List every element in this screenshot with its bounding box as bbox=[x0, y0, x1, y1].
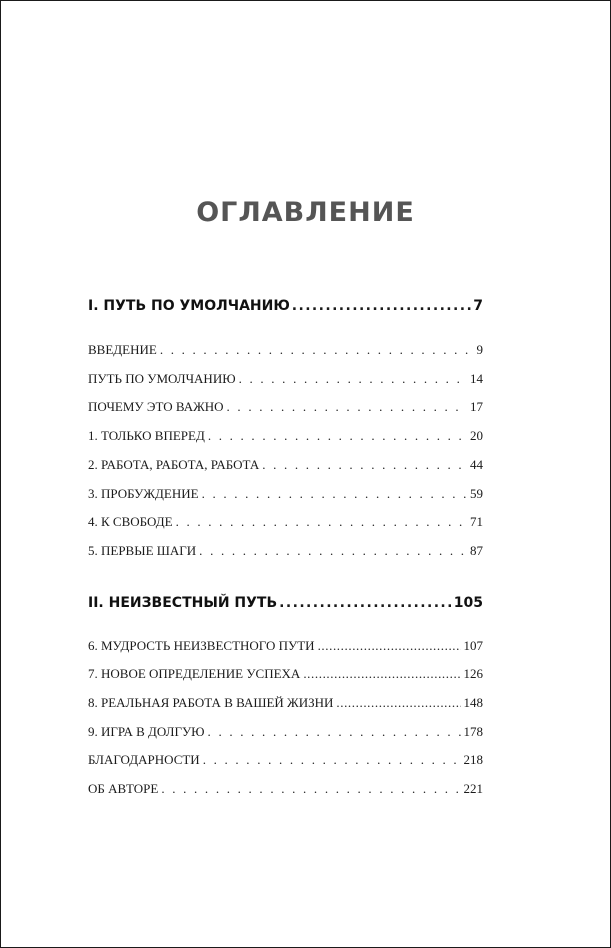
toc-entry bbox=[88, 638, 483, 654]
dot-leader bbox=[176, 514, 467, 530]
toc-entry-label: 7. НОВОЕ ОПРЕДЕЛЕНИЕ УСПЕХА bbox=[88, 666, 301, 681]
toc-entry-page: 9 bbox=[476, 342, 483, 357]
dot-leader bbox=[279, 595, 452, 611]
toc-entry bbox=[88, 666, 483, 682]
dot-leader bbox=[208, 724, 461, 740]
toc-entry bbox=[88, 781, 483, 797]
toc-entry-label: БЛАГОДАРНОСТИ bbox=[88, 752, 200, 767]
dot-leader bbox=[203, 752, 461, 768]
toc-entry-page: 17 bbox=[470, 399, 483, 414]
toc-entry bbox=[88, 724, 483, 740]
toc-entry-page: 87 bbox=[470, 543, 483, 558]
dot-leader bbox=[239, 371, 467, 387]
toc-entry-label: 4. К СВОБОДЕ bbox=[88, 514, 173, 529]
toc-entry-label: 9. ИГРА В ДОЛГУЮ bbox=[88, 724, 205, 739]
dot-leader bbox=[227, 399, 467, 415]
toc-entry-label: 2. РАБОТА, РАБОТА, РАБОТА bbox=[88, 457, 260, 472]
toc-entry-label: ВВЕДЕНИЕ bbox=[88, 342, 157, 357]
toc-entry-label: 1. ТОЛЬКО ВПЕРЕД bbox=[88, 428, 205, 443]
toc-entry bbox=[88, 399, 483, 415]
toc-entry-page: 178 bbox=[463, 724, 483, 739]
toc-entry-label: ОБ АВТОРЕ bbox=[88, 781, 159, 796]
toc-entry bbox=[88, 752, 483, 768]
toc-entry-page: 148 bbox=[463, 695, 483, 710]
toc-part-label: I. ПУТЬ ПО УМОЛЧАНИЮ bbox=[88, 298, 290, 314]
toc-entry-label: 3. ПРОБУЖДЕНИЕ bbox=[88, 486, 199, 501]
dot-leader bbox=[199, 543, 467, 559]
dot-leader bbox=[318, 638, 461, 654]
dot-leader bbox=[262, 457, 467, 473]
toc-part-2 bbox=[88, 595, 483, 611]
dot-leader bbox=[303, 666, 460, 682]
toc-entry-page: 59 bbox=[470, 486, 483, 501]
toc-entry bbox=[88, 371, 483, 387]
toc-entry bbox=[88, 695, 483, 711]
dot-leader bbox=[160, 342, 474, 358]
page-title: ОГЛАВЛЕНИЕ bbox=[196, 197, 415, 228]
toc-entry bbox=[88, 514, 483, 530]
toc-entry-page: 20 bbox=[470, 428, 483, 443]
toc-entry-page: 221 bbox=[463, 781, 483, 796]
toc-part-label: II. НЕИЗВЕСТНЫЙ ПУТЬ bbox=[88, 595, 278, 611]
toc-entry-label: 6. МУДРОСТЬ НЕИЗВЕСТНОГО ПУТИ bbox=[88, 638, 315, 653]
dot-leader bbox=[292, 298, 471, 314]
toc-part-1 bbox=[88, 298, 483, 314]
dot-leader bbox=[161, 781, 460, 797]
toc-entry bbox=[88, 457, 483, 473]
toc-part-page: 7 bbox=[473, 298, 483, 314]
toc-entry-page: 218 bbox=[463, 752, 483, 767]
toc-part-page: 105 bbox=[453, 595, 483, 611]
dot-leader bbox=[202, 486, 467, 502]
toc-entry bbox=[88, 342, 483, 358]
toc-entry-page: 71 bbox=[470, 514, 483, 529]
toc-entry-label: 5. ПЕРВЫЕ ШАГИ bbox=[88, 543, 197, 558]
toc-entry bbox=[88, 543, 483, 559]
toc-entry-page: 126 bbox=[463, 666, 483, 681]
dot-leader bbox=[336, 695, 460, 711]
toc-entry-page: 107 bbox=[463, 638, 483, 653]
toc-entry-label: ПУТЬ ПО УМОЛЧАНИЮ bbox=[88, 371, 236, 386]
toc-entry bbox=[88, 486, 483, 502]
toc-entry-label: ПОЧЕМУ ЭТО ВАЖНО bbox=[88, 399, 224, 414]
dot-leader bbox=[208, 428, 467, 444]
toc-entry-page: 44 bbox=[470, 457, 483, 472]
toc-entry-page: 14 bbox=[470, 371, 483, 386]
toc-entry-label: 8. РЕАЛЬНАЯ РАБОТА В ВАШЕЙ ЖИЗНИ bbox=[88, 695, 334, 710]
toc-entry bbox=[88, 428, 483, 444]
